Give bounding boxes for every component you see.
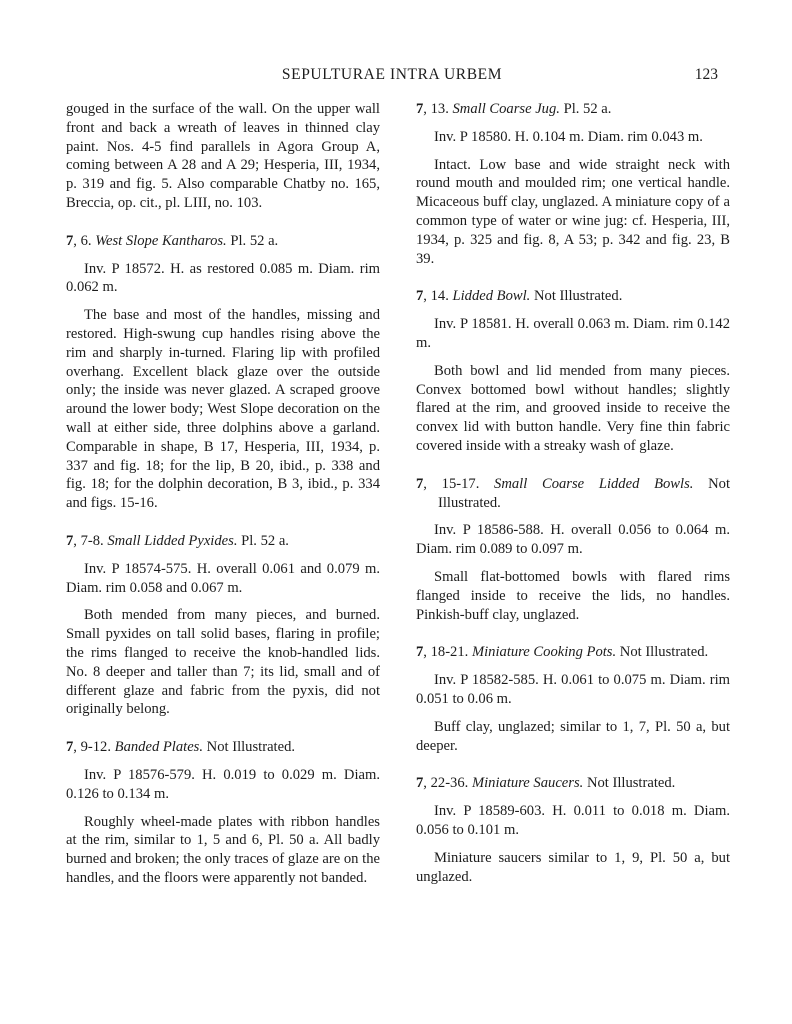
entry-heading xyxy=(66,738,380,757)
entry-inventory: Inv. P 18582-585. H. 0.061 to 0.075 m. Diam. rim 0.051 to 0.06 m. xyxy=(416,672,730,707)
entry-number: 7 xyxy=(416,775,424,792)
entry-inventory: Inv. P 18572. H. as restored 0.085 m. Diam. rim 0.062 m. xyxy=(66,260,380,296)
catalog-entry xyxy=(416,774,730,886)
entry-subnumber: , 7-8. xyxy=(73,532,104,549)
entry-inventory: Inv. P 18580. H. 0.104 m. Diam. rim 0.043 m. xyxy=(434,128,703,145)
entry-subnumber: , 14. xyxy=(423,288,449,305)
entry-number: 7 xyxy=(416,288,424,305)
entry-subnumber: , 18-21. xyxy=(423,644,469,661)
page-header xyxy=(66,66,718,86)
entry-title: Small Coarse Lidded Bowls. xyxy=(494,475,694,492)
entry-title: West Slope Kantharos. xyxy=(95,232,227,249)
entry-plate: Not Illustrated. xyxy=(206,739,296,756)
page-number: 123 xyxy=(694,66,718,83)
catalog-entry xyxy=(416,643,730,755)
entry-plate: Pl. 52 a. xyxy=(230,232,279,249)
right-column xyxy=(416,100,730,886)
entry-plate: Not Illustrated. xyxy=(438,475,730,511)
entry-number: 7 xyxy=(66,232,74,249)
entry-title: Lidded Bowl. xyxy=(452,288,531,305)
entry-number: 7 xyxy=(416,644,424,661)
entry-number: 7 xyxy=(416,475,424,492)
entry-inventory: Inv. P 18576-579. H. 0.019 to 0.029 m. Diam. 0.126 to 0.134 m. xyxy=(66,766,380,802)
entry-number: 7 xyxy=(66,739,74,756)
entry-description: Miniature saucers similar to 1, 9, Pl. 50 a, but unglazed. xyxy=(416,849,730,885)
entry-heading xyxy=(66,232,380,251)
entry-description: Buff clay, unglazed; similar to 1, 7, Pl. 50 a, but deeper. xyxy=(416,718,730,754)
entry-subnumber: , 22-36. xyxy=(423,775,469,792)
running-title: SEPULTURAE INTRA URBEM xyxy=(281,66,503,83)
entry-description: Small flat-bottomed bowls with flared rims flanged inside to receive the lids, no handles. Pinkish-buff clay, unglazed. xyxy=(416,568,730,623)
entry-heading xyxy=(66,532,380,551)
catalog-entry xyxy=(66,738,380,888)
catalog-entry xyxy=(66,232,380,513)
entry-heading xyxy=(416,774,730,793)
entry-plate: Not Illustrated. xyxy=(586,775,676,792)
entry-inventory: Inv. P 18589-603. H. 0.011 to 0.018 m. Diam. 0.056 to 0.101 m. xyxy=(416,803,730,838)
entry-title: Small Coarse Jug. xyxy=(452,101,560,117)
entry-subnumber: , 13. xyxy=(423,101,449,117)
catalog-entry xyxy=(66,532,380,719)
entry-plate: Not Illustrated. xyxy=(534,288,623,305)
entry-description: Both mended from many pieces, and burned. Small pyxides on tall solid bases, flaring in profile; the rims flanged to receive the knob-handled lids. No. 8 deeper and taller than 7; its lid, small and of different glaze and fabric from the pyxis, did not originally belong. xyxy=(66,607,380,718)
entry-inventory: Inv. P 18581. H. overall 0.063 m. Diam. rim 0.142 m. xyxy=(416,316,730,351)
entry-description: Both bowl and lid mended from many pieces. Convex bottomed bowl without handles; slightly flared at the rim, and grooved inside to receive the convex lid with button handle. Very fine thin fabric covered inside with a streaky wash of glaze. xyxy=(416,362,730,454)
catalog-entry xyxy=(416,475,730,625)
entry-plate: Not Illustrated. xyxy=(619,644,709,661)
entry-inventory: Inv. P 18586-588. H. overall 0.056 to 0.064 m. Diam. rim 0.089 to 0.097 m. xyxy=(416,522,730,558)
catalog-entry xyxy=(416,287,730,455)
entry-subnumber: , 15-17. xyxy=(423,475,480,492)
entry-subnumber: , 6. xyxy=(73,232,92,249)
entry-plate: Pl. 52 a. xyxy=(241,532,289,549)
entry-description: Intact. Low base and wide straight neck with round mouth and moulded rim; one vertical handle. Micaceous buff clay, unglazed. A miniature copy of a common type of water or wine jug: cf. Hesperia, III, 1934, p. 325 and fig. 8, A 53; p. 342 and fig. 23, B 39. xyxy=(416,156,730,267)
entry-heading xyxy=(416,100,730,119)
entry-description: Roughly wheel-made plates with ribbon handles at the rim, similar to 1, 5 and 6, Pl. 50 a. All badly burned and broken; the only traces of glaze are on the handles, and the floors were apparently not banded. xyxy=(66,813,380,886)
entry-title: Miniature Cooking Pots. xyxy=(471,644,617,661)
continuation-paragraph: gouged in the surface of the wall. On the upper wall front and back a wreath of leaves in thinned clay paint. Nos. 4-5 find parallels in Agora Group A, coming between A 28 and A 29; Hesperia, III, 1934, p. 319 and fig. 5. Also comparable Chatby no. 165, Breccia, op. cit., pl. LIII, no. 103. xyxy=(66,101,380,211)
entry-plate: Pl. 52 a. xyxy=(563,101,612,117)
entry-description: The base and most of the handles, missing and restored. High-swung cup handles rising above the rim and sharply in-turned. Flaring lip with profiled overhang. Excellent black glaze over the outside only; the inside was never glazed. A scraped groove around the lower body; West Slope decoration on the wall at either side, three dolphins above a garland. Comparable in shape, B 17, Hesperia, III, 1934, p. 337 and fig. 18; for the lip, B 20, ibid., p. 338 and fig. 18; for the dolphin decoration, B 3, ibid., p. 334 and figs. 15-16. xyxy=(66,307,380,512)
entry-number: 7 xyxy=(66,532,74,549)
entry-heading xyxy=(416,475,730,513)
entry-title: Miniature Saucers. xyxy=(471,775,584,792)
entry-heading xyxy=(416,643,730,662)
left-column xyxy=(66,100,380,888)
entry-inventory: Inv. P 18574-575. H. overall 0.061 and 0.079 m. Diam. rim 0.058 and 0.067 m. xyxy=(66,560,380,596)
catalog-entry xyxy=(416,100,730,268)
entry-title: Banded Plates. xyxy=(114,739,204,756)
entry-heading xyxy=(416,287,730,306)
entry-title: Small Lidded Pyxides. xyxy=(107,532,238,549)
entry-subnumber: , 9-12. xyxy=(73,739,111,756)
entry-number: 7 xyxy=(416,101,424,117)
